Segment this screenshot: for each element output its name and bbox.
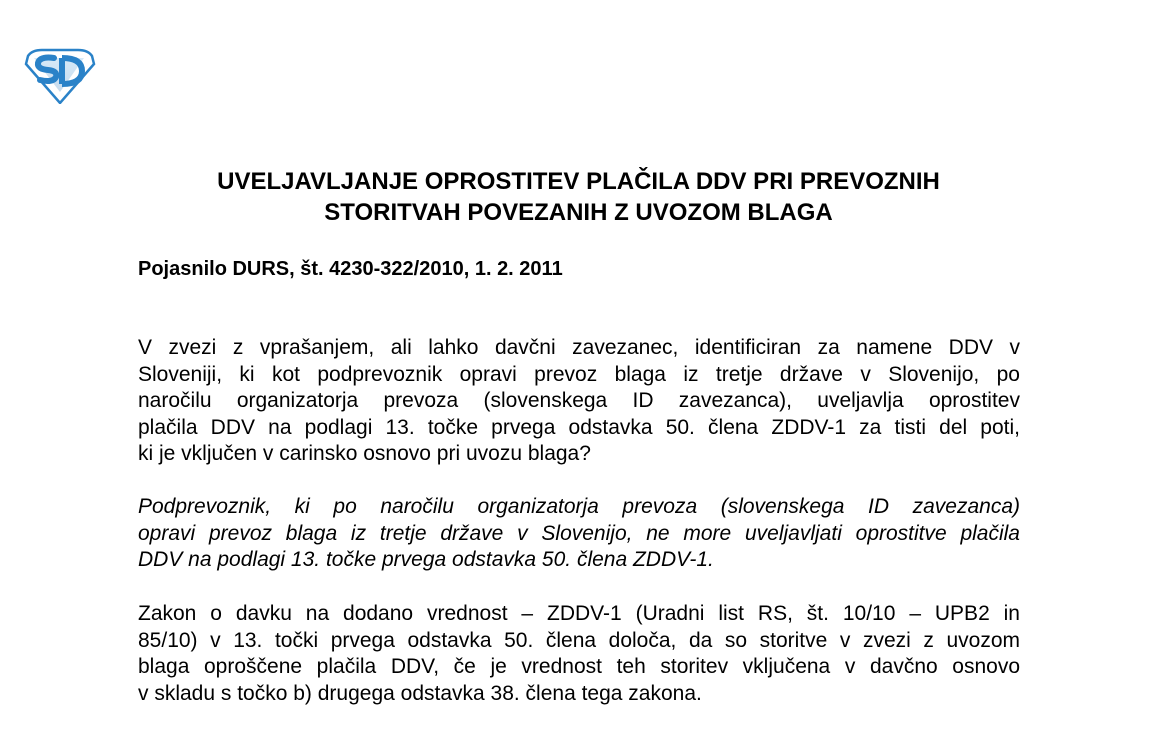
paragraph-line: naročilu organizatorja prevoza (slovenskega ID zavezanca), uveljavlja oprostitev: [138, 389, 1020, 413]
document-subtitle: Pojasnilo DURS, št. 4230-322/2010, 1. 2. 2011: [138, 258, 563, 280]
paragraph-line: 85/10) v 13. točki prvega odstavka 50. člena določa, da so storitve v zvezi z uvozom: [138, 628, 1020, 652]
paragraph-line: DDV na podlagi 13. točke prvega odstavka 50. člena ZDDV-1.: [138, 548, 714, 572]
paragraph-question: [138, 335, 1020, 468]
paragraph-line: v skladu s točko b) drugega odstavka 38. člena tega zakona.: [138, 681, 702, 705]
title-line-1: UVELJAVLJANJE OPROSTITEV PLAČILA DDV PRI PREVOZNIH: [217, 168, 940, 195]
title-line-2: STORITVAH POVEZANIH Z UVOZOM BLAGA: [324, 199, 833, 226]
paragraph-line: Zakon o davku na dodano vrednost – ZDDV-1 (Uradni list RS, št. 10/10 – UPB2 in: [138, 602, 1020, 625]
sd-logo-icon: [22, 48, 96, 104]
paragraph-line: ki je vključen v carinsko osnovo pri uvozu blaga?: [138, 442, 591, 466]
paragraph-line: Sloveniji, ki kot podprevoznik opravi prevoz blaga iz tretje države v Slovenijo, po: [138, 362, 1020, 386]
paragraph-line: plačila DDV na podlagi 13. točke prvega odstavka 50. člena ZDDV-1 za tisti del poti,: [138, 415, 1020, 439]
paragraph-line: Podprevoznik, ki po naročilu organizatorja prevoza (slovenskega ID zavezanca): [138, 495, 1020, 518]
paragraph-law: [138, 601, 1020, 707]
paragraph-line: blaga oproščene plačila DDV, če je vrednost teh storitev vključena v davčno osnovo: [138, 655, 1020, 679]
paragraph-line: opravi prevoz blaga iz tretje države v Slovenijo, ne more uveljavljati oprostitve plačila: [138, 521, 1020, 545]
paragraph-answer: [138, 494, 1020, 574]
document-title: [0, 166, 1157, 228]
paragraph-line: V zvezi z vprašanjem, ali lahko davčni zavezanec, identificiran za namene DDV v: [138, 336, 1020, 359]
